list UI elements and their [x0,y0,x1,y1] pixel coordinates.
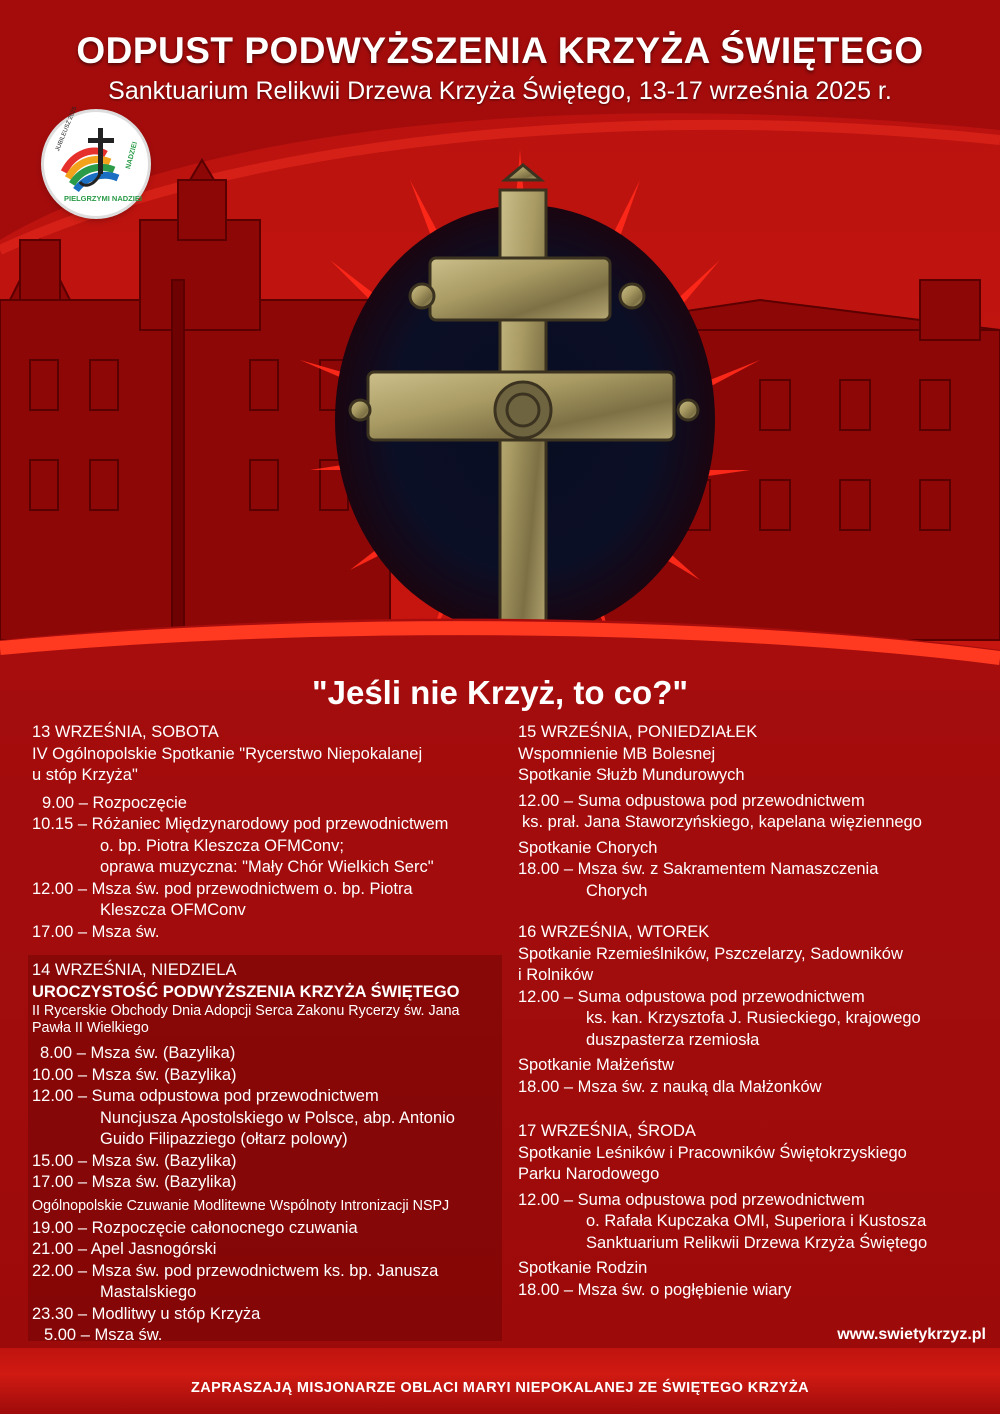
day16-item: 18.00 – Msza św. z nauką dla Małżonków [518,1077,822,1096]
day14-vigil-item: 19.00 – Rozpoczęcie całonocnego czuwania [32,1218,358,1237]
day17-section [518,1121,978,1301]
schedule-right-column [518,722,978,1301]
day17-item: 18.00 – Msza św. o pogłębienie wiary [518,1280,792,1299]
day15-item: 12.00 – Suma odpustowa pod przewodnictwem [518,791,865,810]
day13-item: 10.15 – Różaniec Międzynarodowy pod przewodnictwem [32,815,449,833]
day16-item-continued: duszpasterza rzemiosła [586,1030,760,1049]
logo-bottom-text: PIELGRZYMI NADZIEI [64,194,142,203]
day14-item: 8.00 – Msza św. (Bazylika) [40,1044,236,1062]
day16-section [518,922,978,1098]
day14-event-line: Pawła II Wielkiego [32,1020,149,1036]
day15-item: 18.00 – Msza św. z Sakramentem Namaszczenia [518,860,879,878]
day14-vigil-item: 5.00 – Msza św. [44,1326,163,1344]
day13-date: 13 WRZEŚNIA, SOBOTA [32,723,219,741]
day13-item-continued: oprawa muzyczna: "Mały Chór Wielkich Serc" [100,858,434,876]
day13-item: 17.00 – Msza św. [32,922,160,941]
day13-event-line: u stóp Krzyża" [32,766,138,784]
day14-date: 14 WRZEŚNIA, NIEDZIELA [32,961,237,979]
day14-feast: UROCZYSTOŚĆ PODWYŻSZENIA KRZYŻA ŚWIĘTEGO [32,982,460,1001]
day15-item-continued: ks. prał. Jana Staworzyńskiego, kapelana więziennego [522,813,922,831]
day16-event-line: Spotkanie Rzemieślników, Pszczelarzy, Sadowników [518,944,903,963]
day13-section [32,722,502,943]
day14-item: 15.00 – Msza św. (Bazylika) [32,1151,237,1170]
day15-date: 15 WRZEŚNIA, PONIEDZIAŁEK [518,723,758,741]
day14-item-continued: Guido Filipazziego (ołtarz polowy) [100,1130,348,1148]
day14-vigil-item: 23.30 – Modlitwy u stóp Krzyża [32,1304,261,1323]
hero-artwork [0,0,1000,690]
page-title: ODPUST PODWYŻSZENIA KRZYŻA ŚWIĘTEGO [76,30,924,71]
day15-section [518,722,978,902]
day13-event-line: IV Ogólnopolskie Spotkanie "Rycerstwo Niepokalanej [32,744,423,763]
day13-item-continued: o. bp. Piotra Kleszcza OFMConv; [100,836,344,855]
day14-event-line: II Rycerskie Obchody Dnia Adopcji Serca Zakonu Rycerzy św. Jana [32,1003,460,1019]
day14-vigil-item-continued: Mastalskiego [100,1283,197,1301]
day14-item: 12.00 – Suma odpustowa pod przewodnictwem [32,1087,379,1105]
day13-item: 9.00 – Rozpoczęcie [42,793,187,812]
day14-section [32,960,502,1347]
day14-vigil-title: Ogólnopolskie Czuwanie Modlitewne Wspólnoty Intronizacji NSPJ [32,1197,450,1214]
day17-item: 12.00 – Suma odpustowa pod przewodnictwem [518,1190,865,1209]
jubilee-logo [44,106,148,216]
day16-event-line: i Rolników [518,966,594,984]
schedule-left-column [32,722,502,1347]
motto: "Jeśli nie Krzyż, to co?" [311,674,689,711]
footer-text: ZAPRASZAJĄ MISJONARZE OBLACI MARYI NIEPOKALANEJ ZE ŚWIĘTEGO KRZYŻA [191,1380,809,1396]
day16-event: Spotkanie Małżeństw [518,1056,674,1074]
website-link[interactable]: www.swietykrzyz.pl [837,1326,986,1343]
day13-item: 12.00 – Msza św. pod przewodnictwem o. bp. Piotra [32,879,413,898]
day15-event: Spotkanie Służb Mundurowych [518,766,745,784]
day15-event: Spotkanie Chorych [518,838,658,857]
day13-item-continued: Kleszcza OFMConv [100,901,246,919]
day17-event: Spotkanie Rodzin [518,1259,648,1277]
day14-vigil-item: 21.00 – Apel Jasnogórski [32,1240,217,1258]
day14-item-continued: Nuncjusza Apostolskiego w Polsce, abp. Antonio [100,1108,455,1127]
day17-item-continued: o. Rafała Kupczaka OMI, Superiora i Kustosza [586,1212,927,1230]
day14-item: 17.00 – Msza św. (Bazylika) [32,1173,237,1191]
day17-event-line: Spotkanie Leśników i Pracowników Świętokrzyskiego [518,1143,907,1162]
day16-date: 16 WRZEŚNIA, WTOREK [518,923,710,941]
day16-item: 12.00 – Suma odpustowa pod przewodnictwem [518,987,865,1006]
day14-vigil-item: 22.00 – Msza św. pod przewodnictwem ks. bp. Janusza [32,1261,439,1280]
day17-date: 17 WRZEŚNIA, ŚRODA [518,1122,696,1140]
day16-item-continued: ks. kan. Krzysztofa J. Rusieckiego, krajowego [586,1009,921,1027]
day14-item: 10.00 – Msza św. (Bazylika) [32,1065,237,1084]
page-subtitle: Sanktuarium Relikwii Drzewa Krzyża Świętego, 13-17 września 2025 r. [108,77,892,105]
day15-item-continued: Chorych [586,881,648,900]
day17-item-continued: Sanktuarium Relikwii Drzewa Krzyża Świętego [586,1233,928,1252]
logo-side-text: NADZIEI [124,141,140,170]
logo-arc-text: JUBILEUSZ 2025 [55,106,79,153]
day17-event-line: Parku Narodowego [518,1165,660,1183]
day15-event: Wspomnienie MB Bolesnej [518,744,716,763]
